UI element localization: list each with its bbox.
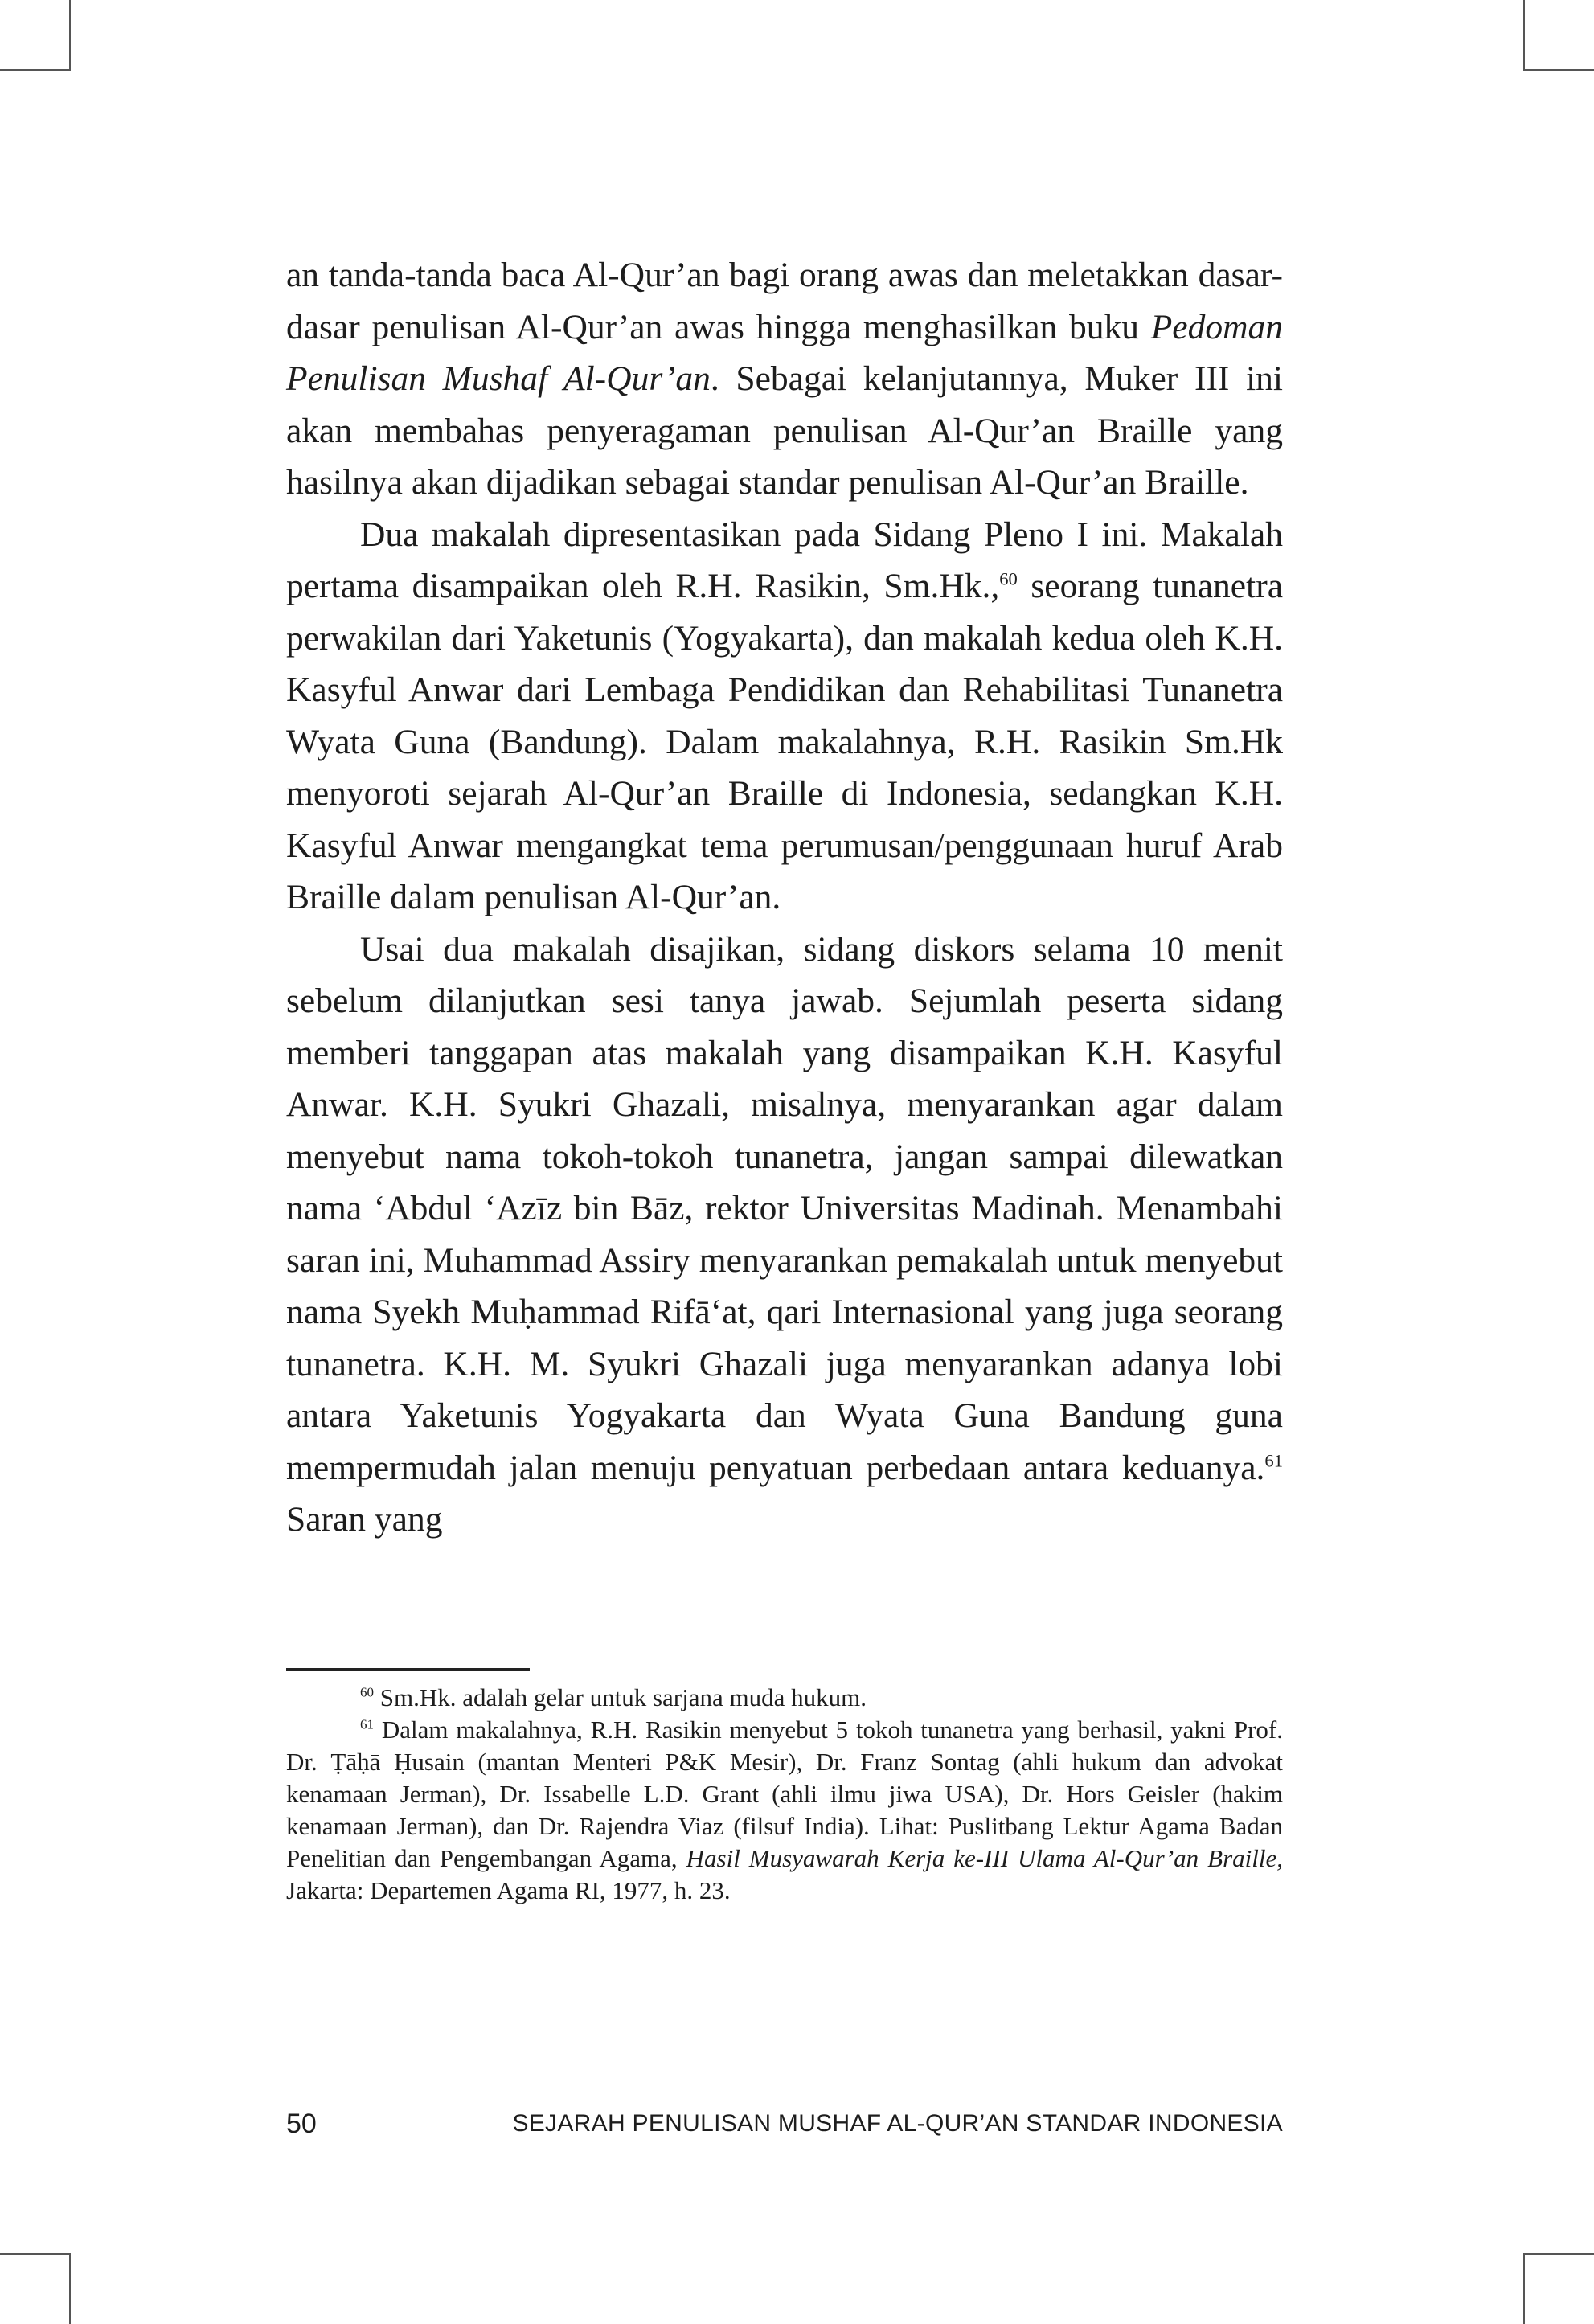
paragraph-text: an tanda-tanda baca Al-Qur’an bagi orang awas dan meletakkan dasar-dasar penulisan Al-Qur’an awas hingga menghasilkan buku — [286, 256, 1283, 346]
footnote-ref-61[interactable]: 61 — [1264, 1450, 1283, 1470]
crop-mark-bottom-right-horizontal — [1525, 2253, 1594, 2255]
paragraph-text: Usai dua makalah disajikan, sidang diskors selama 10 menit sebelum dilanjutkan sesi tanya jawab. Sejumlah peserta sidang memberi tanggapan atas makalah yang disampaikan K.H. Kasyful Anwar. K.H. Syukri Ghazali, misalnya, menyarankan agar dalam menyebut nama tokoh-tokoh tunanetra, jangan sampai dilewatkan nama ‘Abdul ‘Azīz bin Bāz, rektor Universitas Madinah. Menambahi saran ini, Muhammad Assiry menyarankan pemakalah untuk menyebut nama Syekh Muḥammad Rifā‘at, qari Internasional yang juga seorang tunanetra. K.H. M. Syukri Ghazali juga menyarankan adanya lobi antara Yaketunis Yogyakarta dan Wyata Guna Bandung guna mempermudah jalan menuju penyatuan perbedaan antara keduanya. — [286, 929, 1283, 1487]
crop-mark-bottom-left-horizontal — [0, 2253, 69, 2255]
footnote-60 — [286, 1682, 1283, 1714]
crop-mark-top-left-horizontal — [0, 69, 69, 71]
footnote-61 — [286, 1714, 1283, 1907]
paragraph — [286, 924, 1283, 1546]
footnote-separator — [286, 1668, 530, 1671]
running-title: SEJARAH PENULISAN MUSHAF AL-QUR’AN STANDAR INDONESIA — [512, 2110, 1283, 2137]
cited-book-title: Hasil Musyawarah Kerja ke-III Ulama Al-Qur’an Braille, — [686, 1844, 1283, 1872]
crop-mark-bottom-right-vertical — [1523, 2253, 1525, 2324]
footnote-text: Jakarta: Departemen Agama RI, 1977, h. 23. — [286, 1876, 731, 1904]
paragraph — [286, 249, 1283, 509]
paragraph-text: Saran yang — [286, 1500, 443, 1539]
paragraph-text: . Sebagai kelanjutannya, Muker III ini akan membahas penyeragaman penulisan Al-Qur’an Braille yang hasilnya akan dijadikan sebagai standar penulisan Al-Qur’an Braille. — [286, 359, 1283, 502]
paragraph-text: Dua makalah dipresentasikan pada Sidang Pleno I ini. Makalah pertama disampaikan oleh R.H. Rasikin, Sm.Hk., — [286, 514, 1283, 605]
crop-mark-top-right-vertical — [1523, 0, 1525, 71]
footnotes — [286, 1682, 1283, 1907]
paragraph — [286, 509, 1283, 924]
footnote-number: 61 — [360, 1716, 375, 1732]
body-text — [286, 249, 1283, 1546]
footnote-number: 60 — [360, 1684, 375, 1700]
page-number: 50 — [286, 2109, 317, 2139]
footnote-text: Dalam makalahnya, R.H. Rasikin menyebut 5 tokoh tunanetra yang berhasil, yakni Prof. Dr. Ṭāḥā Ḥusain (mantan Menteri P&K Mesir), Dr. Franz Sontag (ahli hukum dan advokat kenamaan Jerman), Dr. Issabelle L.D. Grant (ahli ilmu jiwa USA), Dr. Hors Geisler (hakim kenamaan Jerman), dan Dr. Rajendra Viaz (filsuf India). Lihat: Puslitbang Lektur Agama Badan Penelitian dan Pengembangan Agama, — [286, 1715, 1283, 1872]
crop-mark-top-right-horizontal — [1525, 69, 1594, 71]
paragraph-text: seorang tunanetra perwakilan dari Yaketunis (Yogyakarta), dan makalah kedua oleh K.H. Kasyful Anwar dari Lembaga Pendidikan dan Rehabilitasi Tunanetra Wyata Guna (Bandung). Dalam makalahnya, R.H. Rasikin Sm.Hk menyoroti sejarah Al-Qur’an Braille di Indonesia, sedangkan K.H. Kasyful Anwar mengangkat tema perumusan/penggunaan huruf Arab Braille dalam penulisan Al-Qur’an. — [286, 567, 1283, 916]
book-title: Pedoman Penulisan Mushaf Al-Qur’an — [286, 307, 1283, 398]
crop-mark-top-left-vertical — [69, 0, 71, 71]
crop-mark-bottom-left-vertical — [69, 2253, 71, 2324]
footnote-text: Sm.Hk. adalah gelar untuk sarjana muda hukum. — [374, 1683, 867, 1711]
footnote-ref-60[interactable]: 60 — [999, 568, 1018, 589]
